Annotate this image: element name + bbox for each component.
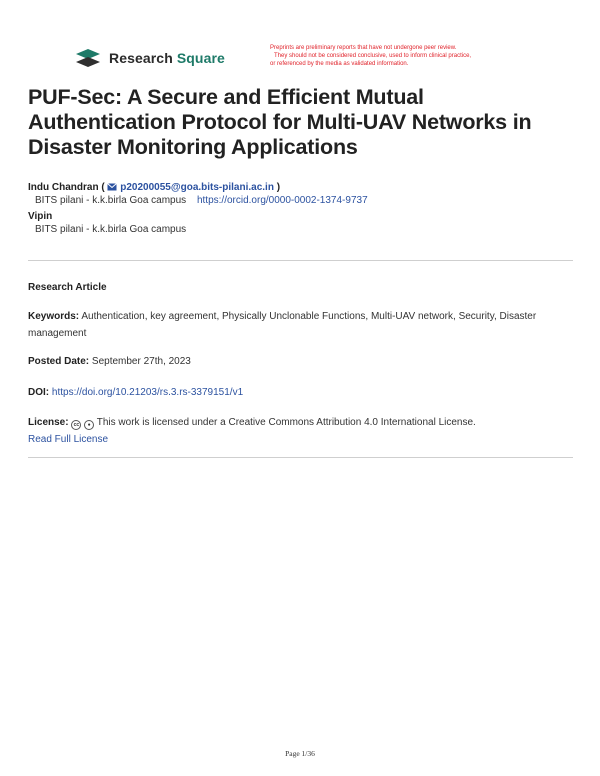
author-affiliation: BITS pilani - k.k.birla Goa campus [35, 224, 187, 235]
orcid-link[interactable]: https://orcid.org/0000-0002-1374-9737 [196, 195, 368, 206]
posted-date [28, 353, 573, 370]
author-affiliation-line [28, 194, 573, 208]
license-text: This work is licensed under a Creative Commons Attribution 4.0 International License. [96, 417, 476, 428]
header [74, 44, 534, 80]
author-line [28, 210, 573, 223]
cc-icon: cc [71, 420, 81, 430]
doi [28, 384, 573, 401]
author-affiliation: BITS pilani - k.k.birla Goa campus [35, 195, 187, 206]
research-square-logo[interactable] [74, 48, 225, 68]
notice-line: or referenced by the media as validated information. [270, 61, 409, 67]
read-full-license-link[interactable]: Read Full License [28, 434, 109, 445]
author-email-link[interactable]: p20200055@goa.bits-pilani.ac.in [120, 182, 274, 193]
posted-date-label: Posted Date: [28, 356, 90, 367]
keywords-text: Authentication, key agreement, Physically Unclonable Functions, Multi-UAV network, Security, Disaster management [28, 311, 537, 339]
by-icon: ● [84, 420, 94, 430]
keywords-label: Keywords: [28, 311, 80, 322]
posted-date-value: September 27th, 2023 [91, 356, 191, 367]
preprint-notice [270, 44, 540, 68]
research-square-logo-icon [74, 48, 102, 68]
author-line: Indu Chandran ( p20200055@goa.bits-pilani.ac.in ) [28, 182, 281, 193]
author-name: Vipin [28, 211, 53, 222]
doi-link[interactable]: https://doi.org/10.21203/rs.3.rs-3379151/v1 [51, 387, 244, 398]
divider [28, 260, 573, 261]
license-label: License: [28, 417, 69, 428]
article-type: Research Article [28, 282, 107, 293]
license [28, 414, 573, 448]
notice-line: They should not be considered conclusive, used to inform clinical practice, [274, 53, 472, 59]
author-name: Indu Chandran [28, 182, 99, 193]
divider [28, 457, 573, 458]
paper-title: PUF-Sec: A Secure and Efficient Mutual Authentication Protocol for Multi-UAV Networks in Disaster Monitoring Applications [28, 85, 532, 159]
page-number: Page 1/36 [285, 749, 315, 758]
authors [28, 181, 573, 237]
notice-line: Preprints are preliminary reports that have not undergone peer review. [270, 45, 457, 51]
envelope-icon [107, 183, 117, 191]
doi-label: DOI: [28, 387, 50, 398]
keywords [28, 308, 573, 342]
logo-text: Research Square [109, 50, 225, 66]
